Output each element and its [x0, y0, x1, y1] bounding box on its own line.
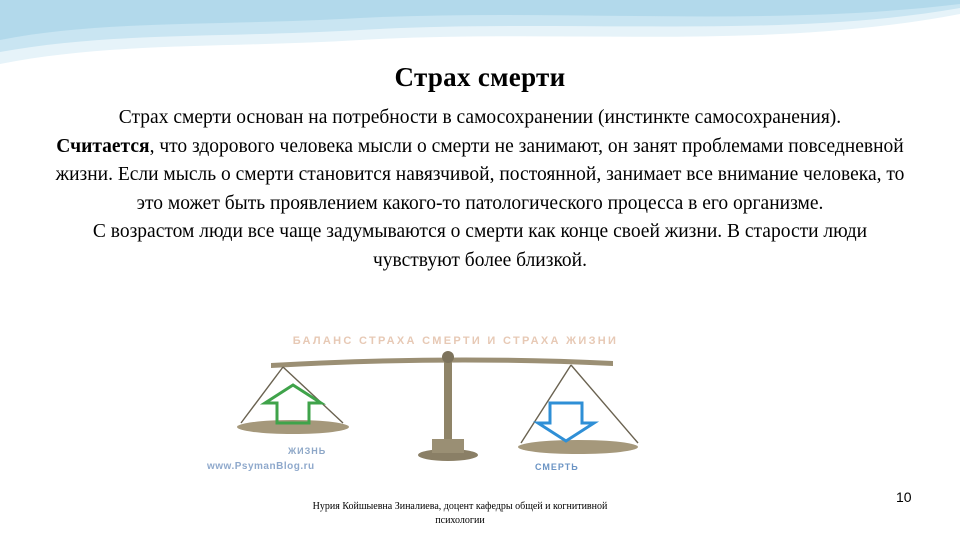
- scale-caption: БАЛАНС СТРАХА СМЕРТИ И СТРАХА ЖИЗНИ: [292, 335, 619, 347]
- paragraph-healthy-person: [50, 133, 910, 219]
- slide-body: [50, 104, 910, 275]
- scale-pillar: [444, 355, 452, 453]
- balance-scale-image: [193, 335, 718, 478]
- site-watermark: www.PsymanBlog.ru: [207, 461, 315, 472]
- emphasis-word: Считается: [56, 135, 150, 157]
- slide-title: Страх смерти: [394, 62, 566, 92]
- death-label: СМЕРТЬ: [535, 462, 579, 472]
- life-label: ЖИЗНЬ: [288, 446, 327, 456]
- paragraph-healthy-person-text: , что здорового человека мысли о смерти не занимают, он занят проблемами повседневной жизни. Если мысль о смерти становится навязчивой, постоянной, занимает все внимание человека, то это может быть проявлением какого-то патологического процесса в его организме.: [55, 135, 905, 214]
- scale-pivot: [442, 351, 454, 363]
- footer-author: Нурия Койшыевна Зиналиева, доцент кафедры общей и когнитивной психологии: [312, 501, 608, 526]
- scale-illustration: [193, 335, 718, 478]
- page-number: 10: [896, 489, 912, 505]
- paragraph-self-preservation: Страх смерти основан на потребности в самосохранении (инстинкте самосохранения).: [118, 107, 842, 128]
- right-pan: [518, 440, 638, 454]
- paragraph-age: С возрастом люди все чаще задумываются о смерти как конце своей жизни. В старости люди чувствуют более близкой.: [92, 221, 868, 271]
